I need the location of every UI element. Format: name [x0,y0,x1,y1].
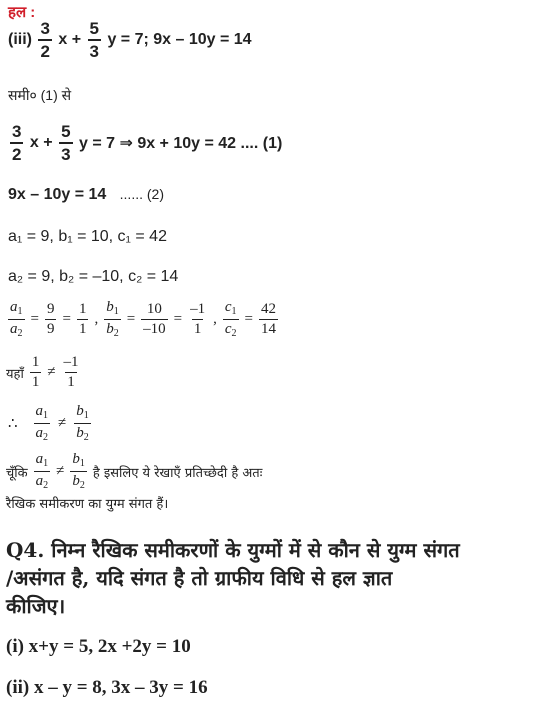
coefficient-ratios: $\frac{a_1}{a_2}$ = $\frac{9}{9}$ = $\frac{1}{1}$ , $\frac{b_1}{b_2}$ = $\frac{10}{-10}$ = $\frac{-1}{1}$ , $\frac{c_1}{c_2}$ = $\frac{42}{14}$ [10,299,277,339]
solution-heading: हल : [8,4,36,21]
question-line-3: कीजिए। [6,594,66,618]
question-line-2: /असंगत है, यदि संगत है तो ग्राफीय विधि से हल ज्ञात [6,566,393,590]
therefore-comparison: ∴ $\frac{a_1}{a_2}$ ≠ $\frac{b_1}{b_2}$ [8,403,89,443]
since-statement: चूँकि $\frac{a_1}{a_2}$ ≠ $\frac{b_1}{b_2}$ है इसलिए ये रेखाएँ प्रतिच्छेदी है अतः [6,451,263,491]
coefficients-1: a₁ = 9, b₁ = 10, c₁ = 42 [8,228,167,245]
fraction-3-2: $\frac{3}{2}$ [40,19,50,61]
fraction-5-3: $\frac{5}{3}$ [89,19,99,61]
equation-pair-iii: (iii) $\frac{3}{2}$ x + $\frac{5}{3}$ y = 7; 9x – 10y = 14 [8,19,252,61]
coefficients-2: a₂ = 9, b₂ = –10, c₂ = 14 [8,268,179,285]
part-label: (iii) [8,31,32,48]
here-comparison: यहाँ $\frac{1}{1}$ ≠ $\frac{-1}{1}$ [6,354,79,390]
equation-1: $\frac{3}{2}$ x + $\frac{5}{3}$ y = 7 ⇒ 9x + 10y = 42 .... (1) [12,122,283,164]
from-equation-1: समी० (1) से [8,87,72,103]
option-ii: (ii) x – y = 8, 3x – 3y = 16 [6,677,208,698]
question-line-1: Q4. निम्न रैखिक समीकरणों के युग्मों में से कौन से युग्म संगत [6,538,460,562]
option-i: (i) x+y = 5, 2x +2y = 10 [6,636,191,657]
consistent-conclusion: रैखिक समीकरण का युग्म संगत हैं। [6,497,169,512]
equation-2: 9x – 10y = 14 ...... (2) [8,186,164,203]
